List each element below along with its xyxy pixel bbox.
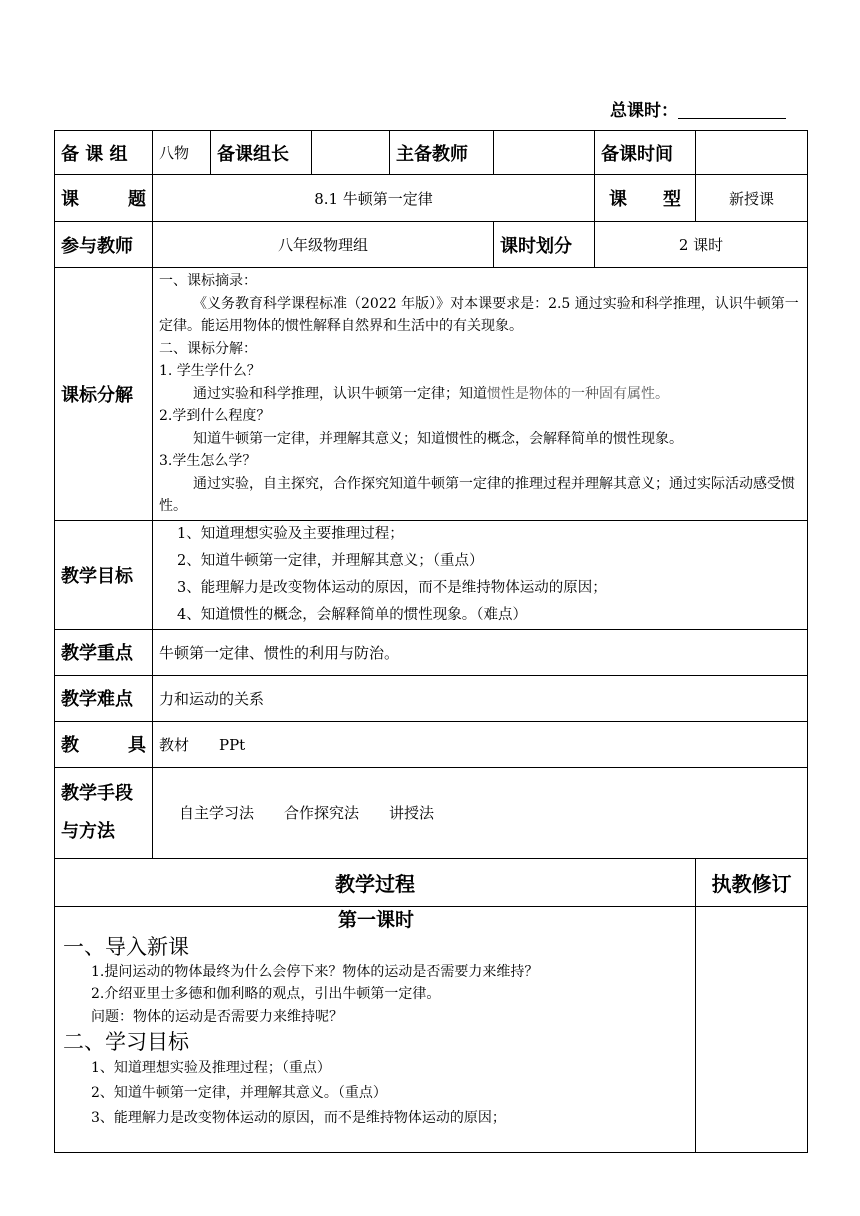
standard-line: 知道牛顿第一定律，并理解其意义；知道惯性的概念，会解释简单的惯性现象。	[193, 430, 683, 447]
standard-line: 二、课标分解：	[159, 340, 257, 357]
section-lines	[63, 1056, 689, 1131]
hours-value: 2 课时	[595, 222, 808, 268]
difficulties-label: 教学难点	[55, 675, 153, 721]
tools-label: 教 具	[55, 721, 153, 767]
objectives-content	[153, 520, 808, 629]
type-label: 课 型	[595, 175, 696, 222]
section-title: 一、导入新课	[63, 934, 189, 959]
difficulties-value: 力和运动的关系	[153, 675, 808, 721]
objective-item: 3、能理解力是改变物体运动的原因，而不是维持物体运动的原因；	[177, 579, 607, 596]
row-methods	[55, 767, 808, 858]
row-process-header	[55, 858, 808, 906]
group-value: 八物	[153, 131, 211, 175]
time-label: 备课时间	[595, 131, 696, 175]
objective-item: 4、知道惯性的概念，会解释简单的惯性现象。（难点）	[177, 606, 527, 623]
objective-item: 2、知道牛顿第一定律，并理解其意义；（重点）	[177, 552, 484, 569]
section-line: 2、知道牛顿第一定律，并理解其意义。（重点）	[91, 1085, 387, 1101]
section-title: 二、学习目标	[63, 1030, 189, 1054]
revision-header: 执教修订	[696, 858, 808, 906]
teacher-value	[494, 131, 595, 175]
section-line: 1.提问运动的物体最终为什么会停下来？物体的运动是否需要力来维持？	[91, 963, 539, 980]
teacher-label: 主备教师	[390, 131, 494, 175]
process-header: 教学过程	[55, 858, 696, 906]
lesson-plan-table	[54, 130, 808, 1153]
topic-value: 8.1 牛顿第一定律	[153, 175, 595, 222]
total-hours-blank	[678, 102, 786, 119]
tools-value: 教材 PPt	[153, 721, 808, 767]
lesson-title: 第一课时	[337, 908, 414, 931]
leader-value	[312, 131, 390, 175]
row-difficulties	[55, 675, 808, 721]
row-participants	[55, 222, 808, 268]
topic-label: 课 题	[55, 175, 153, 222]
type-value: 新授课	[696, 175, 808, 222]
section-line: 2.介绍亚里士多德和伽利略的观点，引出牛顿第一定律。	[91, 986, 441, 1002]
row-topic	[55, 175, 808, 222]
leader-label: 备课组长	[211, 131, 312, 175]
methods-label: 教学手段 与方法	[55, 767, 153, 858]
time-value	[696, 131, 808, 175]
section-line: 3、能理解力是改变物体运动的原因，而不是维持物体运动的原因；	[91, 1110, 506, 1126]
section-lines	[63, 961, 689, 1029]
standard-line: 一、课标摘录：	[159, 273, 257, 289]
objective-item: 1、知道理想实验及主要推理过程；	[177, 525, 404, 542]
standard-line: 通过实验和科学推理，认识牛顿第一定律；知道惯性是物体的一种固有属性。	[193, 385, 669, 402]
row-standard	[55, 268, 808, 521]
standard-line: 2.学到什么程度？	[159, 408, 271, 424]
standard-line: 通过实验，自主探究，合作探究知道牛顿第一定律的推理过程并理解其意义；通过实际活动感受惯性。	[159, 475, 795, 514]
row-tools	[55, 721, 808, 767]
standard-line: 3.学生怎么学？	[159, 453, 257, 469]
standard-label: 课标分解	[55, 268, 153, 521]
key-points-value: 牛顿第一定律、惯性的利用与防治。	[153, 629, 808, 675]
participants-value: 八年级物理组	[153, 222, 494, 268]
row-key-points	[55, 629, 808, 675]
methods-value: 自主学习法 合作探究法 讲授法	[153, 767, 808, 858]
participants-label: 参与教师	[55, 222, 153, 268]
group-label: 备 课 组	[55, 131, 153, 175]
revision-content	[696, 906, 808, 1152]
standard-line: 1. 学生学什么？	[159, 363, 261, 379]
row-group	[55, 131, 808, 175]
section-line: 1、知道理想实验及推理过程；（重点）	[91, 1060, 331, 1076]
row-objectives	[55, 520, 808, 629]
process-content	[55, 906, 696, 1152]
standard-content	[153, 268, 808, 521]
objectives-label: 教学目标	[55, 520, 153, 629]
key-points-label: 教学重点	[55, 629, 153, 675]
hours-label: 课时划分	[494, 222, 595, 268]
row-process-body	[55, 906, 808, 1152]
total-hours-label: 总课时：	[610, 101, 678, 121]
section-line: 问题：物体的运动是否需要力来维持呢？	[91, 1008, 343, 1025]
standard-line: 《义务教育科学课程标准（2022 年版）》对本课要求是：2.5 通过实验和科学推理，认识牛顿第一定律。能运用物体的惯性解释自然界和生活中的有关现象。	[159, 295, 799, 334]
total-hours	[610, 96, 786, 121]
